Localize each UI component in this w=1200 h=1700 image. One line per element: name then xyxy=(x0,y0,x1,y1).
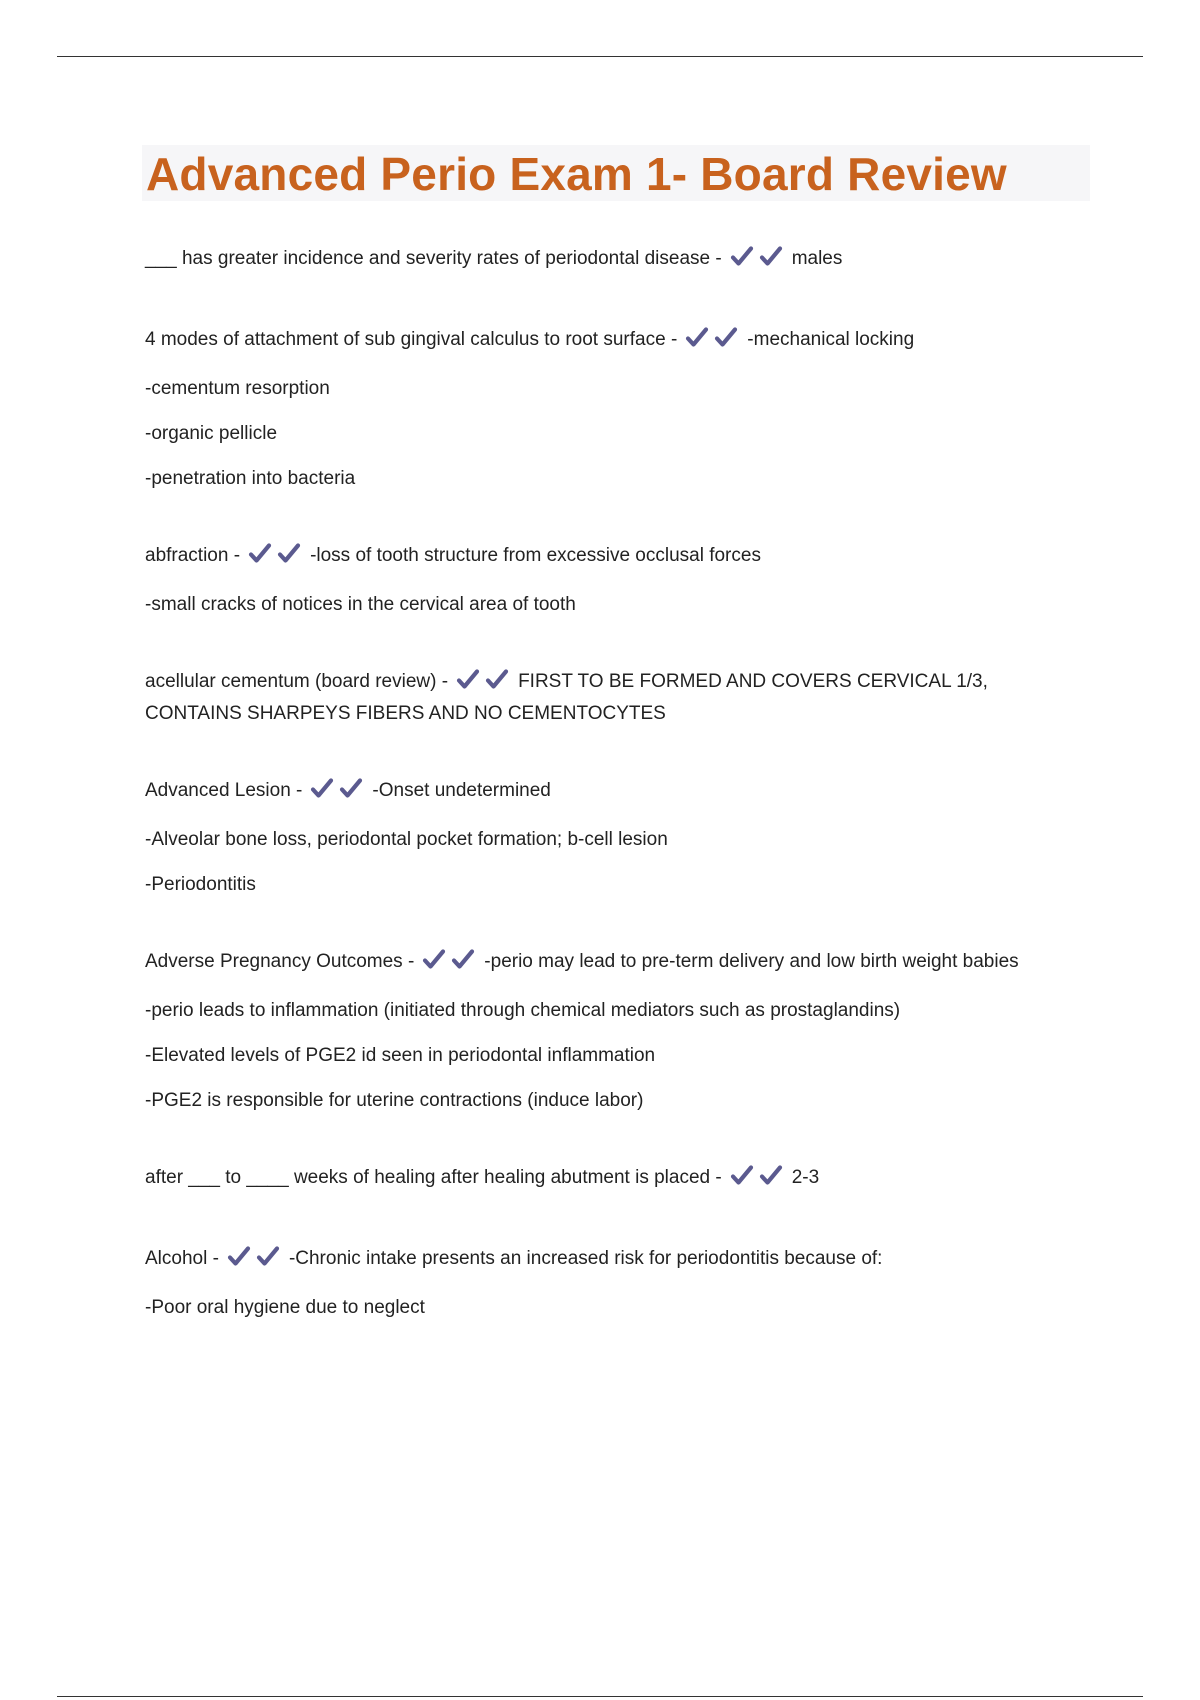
check-icon xyxy=(685,325,709,349)
flashcard-answer-line: -small cracks of notices in the cervical area of tooth xyxy=(145,594,576,615)
flashcard-question-line xyxy=(145,947,1085,980)
top-rule xyxy=(57,56,1143,57)
check-icon xyxy=(456,667,480,691)
term-separator: - xyxy=(710,1167,722,1188)
flashcard-question-line xyxy=(145,325,1085,358)
flashcard-answer: -perio may lead to pre-term delivery and low birth weight babies xyxy=(484,951,1019,972)
flashcard-term: acellular cementum (board review) xyxy=(145,671,437,692)
check-icon xyxy=(248,541,272,565)
flashcard-entry xyxy=(145,1244,1085,1322)
check-icon xyxy=(714,325,738,349)
flashcard-answer: -Chronic intake presents an increased risk for periodontitis because of: xyxy=(288,1248,883,1269)
double-check-icon xyxy=(227,1244,285,1277)
flashcard-term: ___ has greater incidence and severity rates of periodontal disease xyxy=(145,248,711,269)
double-check-icon xyxy=(456,667,514,700)
flashcard-answer: -loss of tooth structure from excessive occlusal forces xyxy=(310,545,761,566)
flashcard-answer-line: -Poor oral hygiene due to neglect xyxy=(145,1297,425,1318)
check-icon xyxy=(485,667,509,691)
check-icon xyxy=(277,541,301,565)
check-icon xyxy=(451,947,475,971)
flashcard-entry xyxy=(145,325,1085,493)
check-icon xyxy=(227,1244,251,1268)
flashcard-answer-line: -Elevated levels of PGE2 id seen in periodontal inflammation xyxy=(145,1045,656,1066)
double-check-icon xyxy=(248,541,306,574)
term-separator: - xyxy=(436,671,449,692)
flashcard-question-line xyxy=(145,1244,1085,1277)
flashcard-term: Alcohol xyxy=(145,1248,208,1269)
check-icon xyxy=(730,244,754,268)
flashcard-answer-line: -PGE2 is responsible for uterine contractions (induce labor) xyxy=(145,1090,644,1111)
check-icon xyxy=(759,244,783,268)
check-icon xyxy=(339,776,363,800)
flashcard-answer-line: -organic pellicle xyxy=(145,423,278,444)
flashcard-answer-line: -Alveolar bone loss, periodontal pocket formation; b-cell lesion xyxy=(145,829,668,850)
flashcard-entry xyxy=(145,667,1085,728)
flashcard-question-line xyxy=(145,244,1085,277)
term-separator: - xyxy=(207,1248,219,1269)
flashcard-question-line xyxy=(145,667,1085,728)
check-icon xyxy=(730,1163,754,1187)
document-title: Advanced Perio Exam 1- Board Review xyxy=(146,148,1007,200)
double-check-icon xyxy=(685,325,743,358)
flashcard-answer: 2-3 xyxy=(791,1167,820,1188)
check-icon xyxy=(422,947,446,971)
flashcard-term: Advanced Lesion xyxy=(145,780,291,801)
flashcard-answer: -Onset undetermined xyxy=(372,780,551,801)
flashcard-term: Adverse Pregnancy Outcomes xyxy=(145,951,403,972)
check-icon xyxy=(759,1163,783,1187)
flashcard-term: 4 modes of attachment of sub gingival calculus to root surface xyxy=(145,329,666,350)
double-check-icon xyxy=(422,947,480,980)
flashcard-answer: FIRST TO BE FORMED AND COVERS CERVICAL 1/3, CONTAINS SHARPEYS FIBERS AND NO CEMENTOCYTES xyxy=(145,671,988,724)
flashcard-question-line xyxy=(145,776,1085,809)
flashcard-list xyxy=(145,244,1085,1322)
check-icon xyxy=(256,1244,280,1268)
bottom-rule xyxy=(57,1696,1143,1697)
flashcard-entry xyxy=(145,1163,1085,1196)
flashcard-entry xyxy=(145,541,1085,619)
flashcard-answer-line: -cementum resorption xyxy=(145,378,330,399)
flashcard-entry xyxy=(145,244,1085,277)
double-check-icon xyxy=(730,1163,788,1196)
flashcard-term: abfraction xyxy=(145,545,229,566)
flashcard-answer-line: -perio leads to inflammation (initiated through chemical mediators such as prostaglandins) xyxy=(145,1000,901,1021)
flashcard-entry xyxy=(145,947,1085,1115)
term-separator: - xyxy=(665,329,678,350)
flashcard-answer: males xyxy=(791,248,843,269)
check-icon xyxy=(310,776,334,800)
term-separator: - xyxy=(402,951,415,972)
term-separator: - xyxy=(710,248,722,269)
term-separator: - xyxy=(290,780,303,801)
flashcard-question-line xyxy=(145,1163,1085,1196)
flashcard-answer-line: -Periodontitis xyxy=(145,874,256,895)
term-separator: - xyxy=(228,545,241,566)
flashcard-answer: -mechanical locking xyxy=(747,329,915,350)
flashcard-question-line xyxy=(145,541,1085,574)
flashcard-answer-line: -penetration into bacteria xyxy=(145,468,356,489)
double-check-icon xyxy=(730,244,788,277)
flashcard-entry xyxy=(145,776,1085,899)
double-check-icon xyxy=(310,776,368,809)
flashcard-term: after ___ to ____ weeks of healing after healing abutment is placed xyxy=(145,1167,711,1188)
